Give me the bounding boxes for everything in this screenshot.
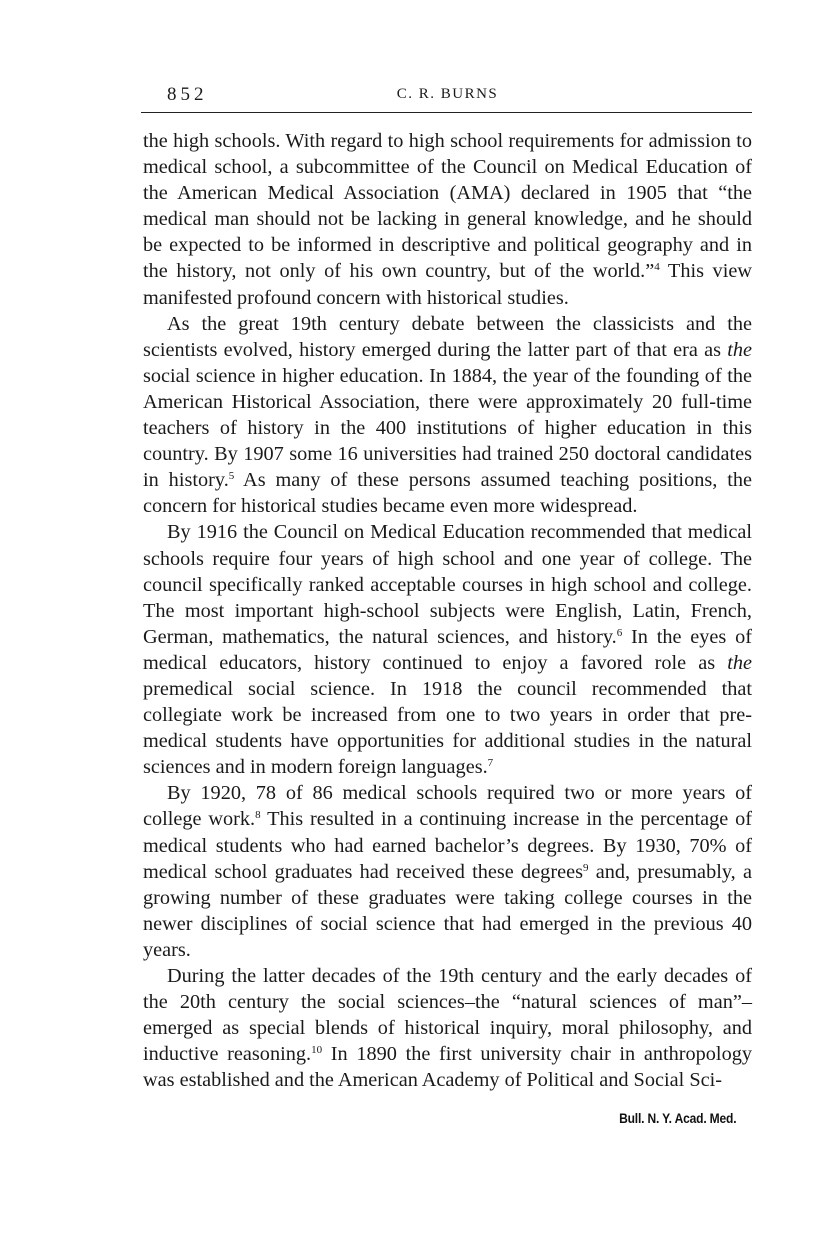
journal-page bbox=[143, 80, 752, 1093]
header-rule bbox=[141, 112, 752, 113]
paragraph: As the great 19th century debate between the classicists and the scientists evolved, history emerged during the latter part of that era as the social science in higher education. In 1884, the year of the founding of the American Historical Association, there were approximately 20 full-time teachers of history in the 400 institutions of higher education in this country. By 1907 some 16 universities had trained 250 doctoral candidates in history.$^5$ As many of these persons assumed teaching positions, the concern for historical studies became even more widespread. bbox=[143, 312, 752, 518]
running-head bbox=[143, 80, 752, 108]
footnote-ref: 4 bbox=[654, 261, 660, 274]
emphasis-text: the bbox=[727, 651, 752, 674]
journal-footer: Bull. N. Y. Acad. Med. bbox=[618, 1110, 736, 1126]
emphasis-text: the bbox=[727, 338, 752, 361]
paragraph: the high schools. With regard to high school requirements for admission to medical school, a subcommittee of the Council on Medical Education of the American Medical Association (AMA) declared in 1905 that “the medical man should not be lacking in general knowledge, and he should be expected to be informed in descriptive and political geography and in the history, not only of his own country, but of the world.”$^4$ This view manifested profound concern with historical studies. bbox=[143, 130, 752, 309]
page-number: 852 bbox=[167, 84, 208, 105]
footnote-ref: 10 bbox=[311, 1044, 323, 1057]
footnote-ref: 8 bbox=[255, 809, 261, 822]
footnote-ref: 7 bbox=[487, 757, 494, 770]
paragraph: During the latter decades of the 19th century and the early decades of the 20th century the social sciences–the “natural sciences of man”– emerged as special blends of historical inquiry, moral philosophy, and inductive reasoning.$^{10}$ In 1890 the first university chair in anthropology was established and the American Academy of Political and Social Sci- bbox=[143, 965, 752, 1092]
article-body bbox=[143, 128, 752, 1093]
running-title: C. R. BURNS bbox=[396, 86, 499, 102]
paragraph: By 1920, 78 of 86 medical schools required two or more years of college work.$^8$ This resulted in a continuing increase in the percentage of medical students who had earned bachelor’s degrees. By 1930, 70% of medical school graduates had received these degrees$^9$ and, presumably, a growing number of these graduates were taking college courses in the newer disciplines of social science that had emerged in the previous 40 years. bbox=[143, 782, 752, 961]
paragraph: By 1916 the Council on Medical Education recommended that medical schools require four years of high school and one year of college. The council specifically ranked acceptable courses in high school and college. The most important high-school subjects were English, Latin, French, German, mathematics, the natural sciences, and history.$^6$ In the eyes of medical educators, history continued to enjoy a favored role as the premedical social science. In 1918 the council recommended that collegiate work be increased from one to two years in order that premedical students have opportunities for additional studies in the natural sciences and in modern foreign languages.$^7$ bbox=[143, 521, 752, 779]
footnote-ref: 5 bbox=[228, 470, 235, 483]
footnote-ref: 9 bbox=[582, 861, 589, 874]
footnote-ref: 6 bbox=[616, 626, 623, 639]
